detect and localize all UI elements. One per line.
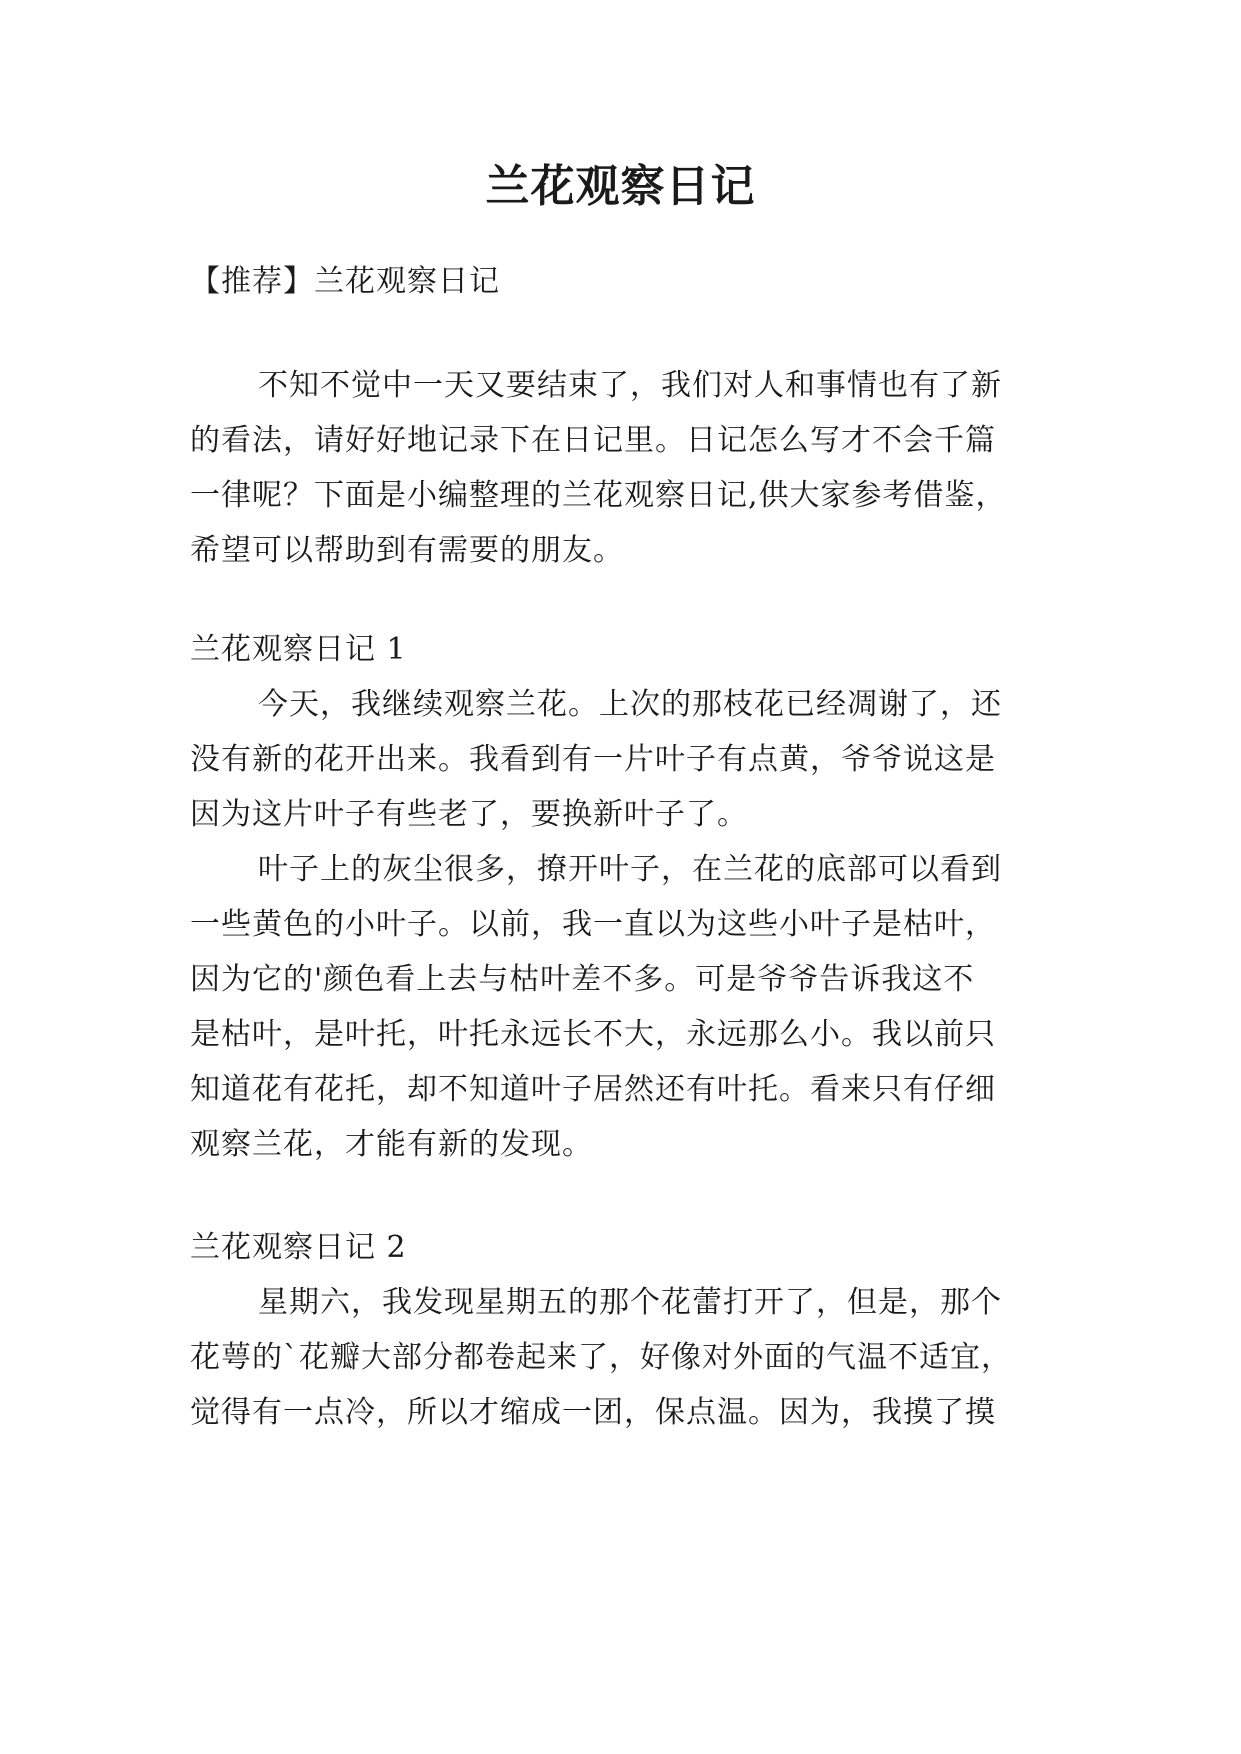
paragraph-line: 是枯叶，是叶托，叶托永远长不大，永远那么小。我以前只 bbox=[190, 1017, 996, 1052]
section-heading: 兰花观察日记 2 bbox=[190, 1230, 407, 1265]
section-heading: 兰花观察日记 1 bbox=[190, 632, 407, 667]
paragraph-line: 星期六，我发现星期五的那个花蕾打开了，但是，那个 bbox=[258, 1285, 1002, 1320]
intro-line: 的看法，请好好地记录下在日记里。日记怎么写才不会千篇 bbox=[190, 423, 996, 458]
paragraph-line: 因为它的'颜色看上去与枯叶差不多。可是爷爷告诉我这不 bbox=[190, 962, 975, 997]
document-title: 兰花观察日记 bbox=[485, 161, 756, 212]
paragraph-line: 花萼的`花瓣大部分都卷起来了，好像对外面的气温不适宜， bbox=[190, 1340, 1012, 1375]
intro-line: 一律呢？下面是小编整理的兰花观察日记,供大家参考借鉴， bbox=[190, 478, 1007, 513]
document-subtitle: 【推荐】兰花观察日记 bbox=[190, 264, 500, 299]
paragraph-line: 没有新的花开出来。我看到有一片叶子有点黄，爷爷说这是 bbox=[190, 742, 996, 777]
paragraph-line: 因为这片叶子有些老了，要换新叶子了。 bbox=[190, 797, 748, 832]
intro-line: 不知不觉中一天又要结束了，我们对人和事情也有了新 bbox=[258, 368, 1002, 403]
paragraph-line: 观察兰花，才能有新的发现。 bbox=[190, 1127, 593, 1162]
paragraph-line: 知道花有花托，却不知道叶子居然还有叶托。看来只有仔细 bbox=[190, 1072, 996, 1107]
paragraph-line: 一些黄色的小叶子。以前，我一直以为这些小叶子是枯叶， bbox=[190, 907, 996, 942]
paragraph-line: 叶子上的灰尘很多，撩开叶子，在兰花的底部可以看到 bbox=[258, 852, 1002, 887]
paragraph-line: 觉得有一点冷，所以才缩成一团，保点温。因为，我摸了摸 bbox=[190, 1395, 996, 1430]
intro-line: 希望可以帮助到有需要的朋友。 bbox=[190, 533, 624, 568]
paragraph-line: 今天，我继续观察兰花。上次的那枝花已经凋谢了，还 bbox=[258, 687, 1002, 722]
